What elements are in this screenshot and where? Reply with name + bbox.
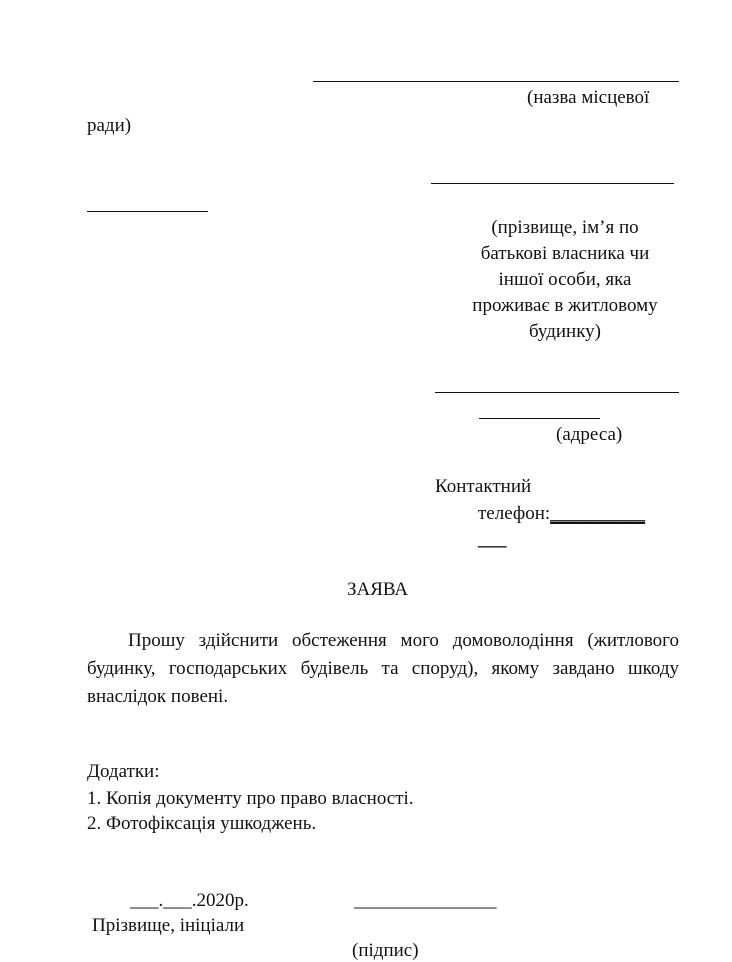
phone-blank: __________: [550, 503, 646, 524]
council-label-part2: ради): [87, 115, 132, 136]
attachment-item: 2. Фотофіксація ушкоджень.: [87, 813, 317, 834]
attachments-heading: Додатки:: [87, 761, 160, 782]
document-title: ЗАЯВА: [347, 579, 409, 600]
address-blank: [435, 392, 679, 393]
phone-label: телефон:: [478, 503, 551, 524]
council-name-blank: [313, 81, 679, 82]
person-label-line: (прізвище, ім’я по: [491, 217, 639, 238]
body-paragraph: Прошу здійснити обстеження мого домоволодіння (житлового будинку, господарських будівель та споруд), якому завдано шкоду внаслідок повені.: [87, 630, 679, 707]
person-label-line: іншої особи, яка: [498, 269, 632, 290]
person-name-blank: [431, 183, 674, 184]
phone-blank-2: ___: [478, 529, 507, 550]
address-blank-2: [479, 418, 600, 419]
address-label: (адреса): [556, 424, 623, 445]
council-label-part1: (назва місцевої: [527, 87, 650, 108]
phone-label-line1: Контактний: [435, 476, 532, 497]
attachment-item: 1. Копія документу про право власності.: [87, 788, 414, 809]
person-label-line: проживає в житловому: [472, 295, 658, 316]
name-label: Прізвище, ініціали: [92, 915, 245, 936]
date-field: ___.___.2020р.: [130, 890, 249, 911]
phone-label-line2: [478, 503, 645, 525]
person-name-blank-2: [87, 211, 208, 212]
person-label-line: батькові власника чи: [480, 243, 650, 264]
signature-label: (підпис): [352, 940, 419, 961]
person-label: [420, 215, 710, 345]
person-label-line: будинку): [528, 321, 602, 342]
signature-blank: _______________: [354, 890, 497, 911]
